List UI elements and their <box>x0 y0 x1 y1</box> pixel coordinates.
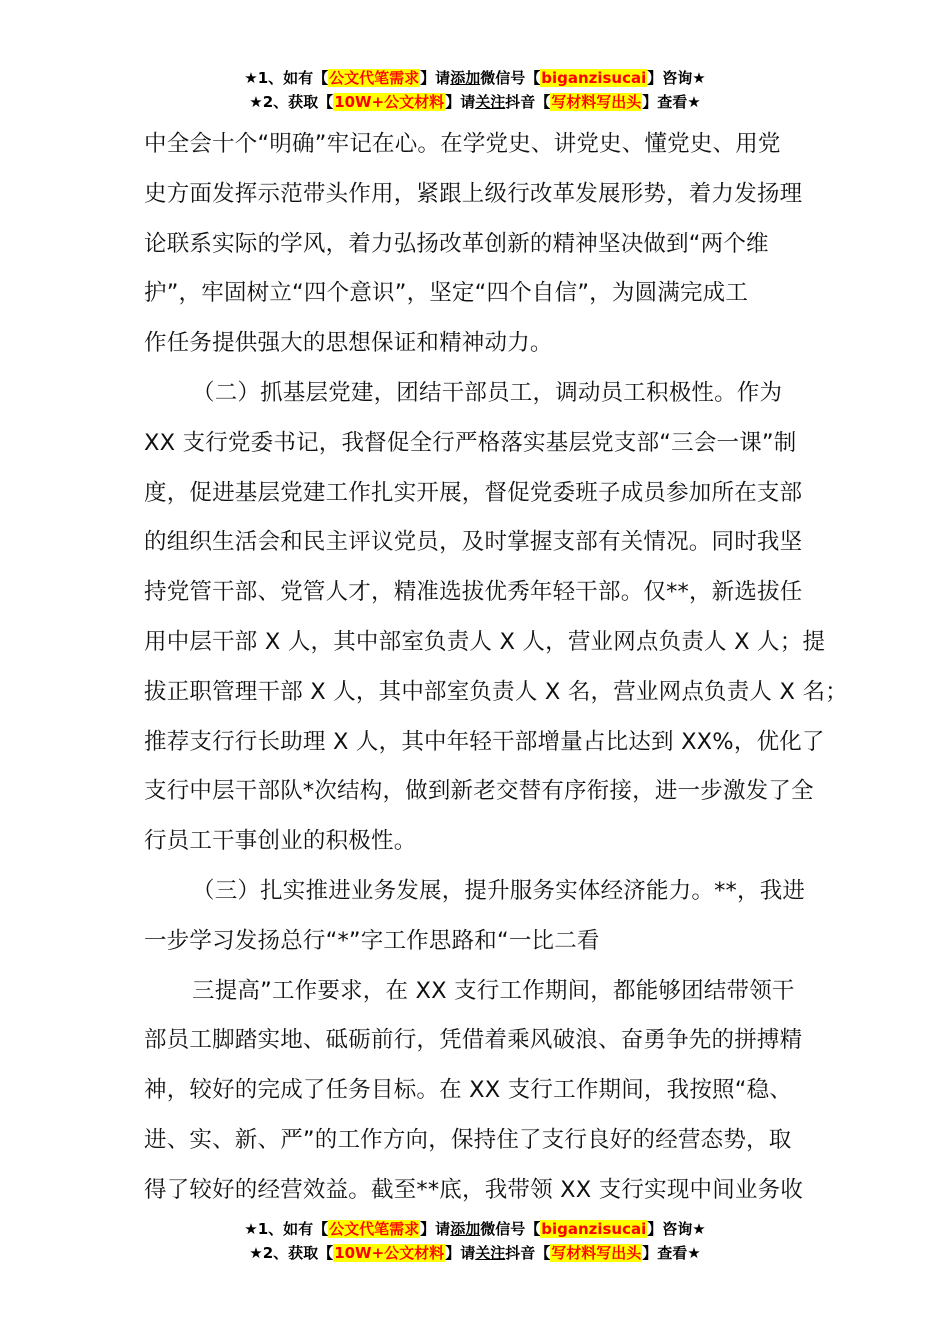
banner-text: 微信号【 <box>480 69 541 87</box>
text-line: 一步学习发扬总行“*”字工作思路和“一比二看 <box>144 927 600 954</box>
banner-text: 】请 <box>445 1244 476 1262</box>
text-line: 拔正职管理干部 X 人，其中部室负责人 X 名，营业网点负责人 X 名； <box>144 678 848 705</box>
highlight-label: 10W+公文材料 <box>334 1244 445 1262</box>
banner-text: ★2、获取【 <box>249 93 334 111</box>
text-line: 神，较好的完成了任务目标。在 XX 支行工作期间，我按照“稳、 <box>144 1077 792 1104</box>
text-line: 持党管干部、党管人才，精准选拔优秀年轻干部。仅**，新选拔任 <box>144 579 803 606</box>
highlight-label: 公文代笔需求 <box>329 1220 420 1238</box>
paragraph-heading-line: （二）抓基层党建，团结干部员工，调动员工积极性。作为 <box>192 379 783 406</box>
text-line: 得了较好的经营效益。截至**底，我带领 XX 支行实现中间业务收 <box>144 1176 804 1203</box>
banner-text: 】请 <box>420 1220 451 1238</box>
banner-line-2 <box>0 1241 950 1265</box>
banner-text: ★2、获取【 <box>249 1244 334 1262</box>
banner-text: 抖音【 <box>505 93 551 111</box>
banner-text: 】查看★ <box>642 93 701 111</box>
text-line: 行员工干事创业的积极性。 <box>144 828 417 855</box>
underlined-text: 关注 <box>475 93 506 111</box>
text-line: 的组织生活会和民主评议党员，及时掌握支部有关情况。同时我坚 <box>144 529 803 556</box>
text-line: 论联系实际的学风，着力弘扬改革创新的精神坚决做到“两个维 <box>144 230 769 257</box>
underlined-text: 添加 <box>450 69 481 87</box>
banner-text: 】咨询★ <box>647 1220 706 1238</box>
text-line: 推荐支行行长助理 X 人，其中年轻干部增量占比达到 XX%，优化了 <box>144 728 825 755</box>
text-line: 用中层干部 X 人，其中部室负责人 X 人，营业网点负责人 X 人；提 <box>144 628 826 655</box>
paragraph-heading-line: （三）扎实推进业务发展，提升服务实体经济能力。**，我进 <box>192 877 806 904</box>
douyin-account: 写材料写出头 <box>551 93 642 111</box>
banner-text: 】请 <box>445 93 476 111</box>
text-line: 三提高”工作要求，在 XX 支行工作期间，都能够团结带领干 <box>192 977 795 1004</box>
banner-line-1 <box>0 1217 950 1241</box>
banner-text: 】咨询★ <box>647 69 706 87</box>
text-line: 中全会十个“明确”牢记在心。在学党史、讲党史、懂党史、用党 <box>144 131 781 157</box>
banner-text: 】请 <box>420 69 451 87</box>
text-line: 度，促进基层党建工作扎实开展，督促党委班子成员参加所在支部 <box>144 479 803 506</box>
underlined-text: 关注 <box>475 1244 506 1262</box>
banner-text: 微信号【 <box>480 1220 541 1238</box>
banner-text: 】查看★ <box>642 1244 701 1262</box>
highlight-label: 公文代笔需求 <box>329 69 420 87</box>
highlight-label: 10W+公文材料 <box>334 93 445 111</box>
banner-line-2 <box>0 90 950 114</box>
banner-text: ★1、如有【 <box>244 1220 329 1238</box>
douyin-account: 写材料写出头 <box>551 1244 642 1262</box>
banner-text: 抖音【 <box>505 1244 551 1262</box>
header-banner <box>0 66 950 114</box>
text-line: 部员工脚踏实地、砥砺前行，凭借着乘风破浪、奋勇争先的拼搏精 <box>144 1027 803 1054</box>
text-line: 支行中层干部队*次结构，做到新老交替有序衔接，进一步激发了全 <box>144 778 814 805</box>
footer-banner <box>0 1217 950 1265</box>
wechat-id: biganzisucai <box>541 69 647 87</box>
underlined-text: 添加 <box>450 1220 481 1238</box>
text-line: 史方面发挥示范带头作用，紧跟上级行改革发展形势，着力发扬理 <box>144 180 803 207</box>
text-line: 作任务提供强大的思想保证和精神动力。 <box>144 330 553 357</box>
banner-line-1 <box>0 66 950 90</box>
text-line: 进、实、新、严”的工作方向，保持住了支行良好的经营态势，取 <box>144 1126 792 1153</box>
text-line: XX 支行党委书记，我督促全行严格落实基层党支部“三会一课”制 <box>144 429 797 456</box>
banner-text: ★1、如有【 <box>244 69 329 87</box>
text-line: 护”，牢固树立“四个意识”，坚定“四个自信”，为圆满完成工 <box>144 280 749 307</box>
wechat-id: biganzisucai <box>541 1220 647 1238</box>
document-body <box>144 120 848 1216</box>
